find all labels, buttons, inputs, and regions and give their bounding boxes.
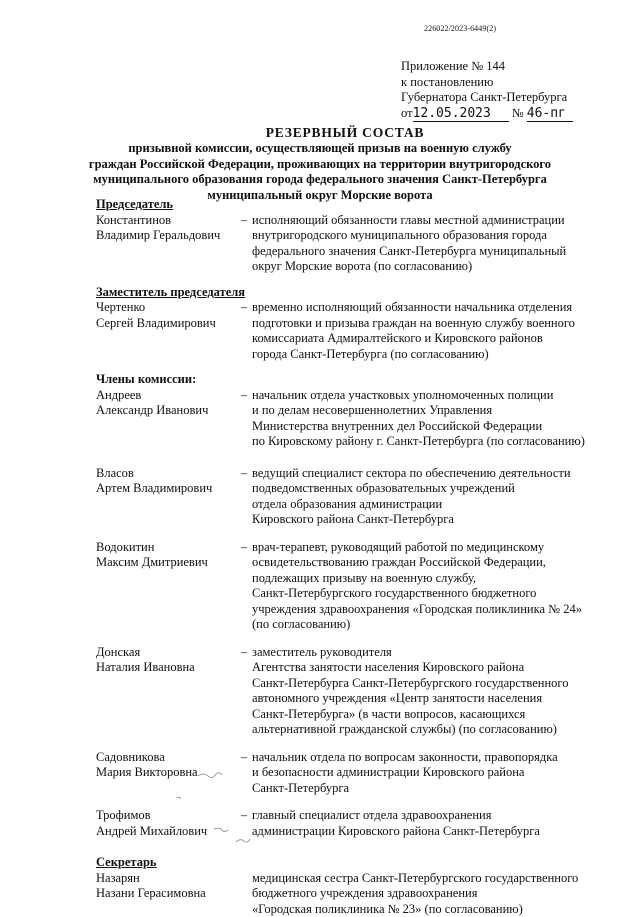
position-line: администрации Кировского района Санкт-Петербурга: [252, 824, 616, 840]
given-names: Артем Владимирович: [96, 481, 236, 497]
position-line: и безопасности администрации Кировского района: [252, 765, 616, 781]
position-line: Санкт-Петербурга: [252, 781, 616, 797]
position-line: подготовки и призыва граждан на военную службу военного: [252, 316, 616, 332]
position-line: медицинская сестра Санкт-Петербургского государственного: [252, 871, 616, 887]
position-line: заместитель руководителя: [252, 645, 616, 661]
section-heading-chair: Председатель: [96, 197, 616, 213]
given-names: Наталия Ивановна: [96, 660, 236, 676]
position-line: начальник отдела по вопросам законности, правопорядка: [252, 750, 616, 766]
title-line: муниципального образования города федерального значения Санкт-Петербурга: [0, 172, 640, 188]
position-line: подлежащих призыву на военную службу,: [252, 571, 616, 587]
title-line: призывной комиссии, осуществляющей призыв на военную службу: [0, 141, 640, 157]
surname: Константинов: [96, 213, 236, 229]
position-line: отдела образования администрации: [252, 497, 616, 513]
position-line: Кировского района Санкт-Петербурга: [252, 512, 616, 528]
title-line: муниципальный округ Морские ворота: [0, 188, 640, 204]
position-line: начальник отдела участковых уполномоченных полиции: [252, 388, 616, 404]
title-main: РЕЗЕРВНЫЙ СОСТАВ: [50, 124, 640, 141]
decree-date: 12.05.2023: [413, 106, 509, 123]
position-line: Санкт-Петербургского государственного бюджетного: [252, 586, 616, 602]
position-line: «Городская поликлиника № 23» (по согласованию): [252, 902, 616, 917]
position-line: по Кировскому району г. Санкт-Петербурга (по согласованию): [252, 434, 616, 450]
appendix-line: Губернатора Санкт-Петербурга: [401, 90, 573, 106]
position-line: округ Морские ворота (по согласованию): [252, 259, 616, 275]
section-heading-secretary: Секретарь: [96, 855, 616, 871]
surname: Назарян: [96, 871, 252, 887]
position-line: (по согласованию): [252, 617, 616, 633]
position-line: Санкт-Петербурга Санкт-Петербургского государственного: [252, 676, 616, 692]
dash: –: [236, 300, 252, 362]
dash: –: [236, 388, 252, 450]
appendix-line: Приложение № 144: [401, 59, 573, 75]
given-names: Александр Иванович: [96, 403, 236, 419]
surname: Чертенко: [96, 300, 236, 316]
position-line: федерального значения Санкт-Петербурга муниципальный: [252, 244, 616, 260]
dash: –: [236, 645, 252, 738]
position-line: Санкт-Петербурга» (в части вопросов, касающихся: [252, 707, 616, 723]
given-names: Андрей Михайлович: [96, 824, 236, 840]
surname: Власов: [96, 466, 236, 482]
given-names: Назани Герасимовна: [96, 886, 252, 902]
position-line: ведущий специалист сектора по обеспечению деятельности: [252, 466, 616, 482]
position-line: и по делам несовершеннолетних Управления: [252, 403, 616, 419]
position-line: комиссариата Адмиралтейского и Кировского районов: [252, 331, 616, 347]
title-line: граждан Российской Федерации, проживающих на территории внутригородского: [0, 157, 640, 173]
position-line: бюджетного учреждения здравоохранения: [252, 886, 616, 902]
registration-number: 226022/2023-6449(2): [424, 24, 496, 33]
decree-number: 46-пг: [527, 106, 573, 123]
surname: Донская: [96, 645, 236, 661]
dash: –: [236, 540, 252, 633]
section-heading-members: Члены комиссии:: [96, 372, 616, 388]
surname: Водокитин: [96, 540, 236, 556]
surname: Андреев: [96, 388, 236, 404]
position-line: города Санкт-Петербурга (по согласованию): [252, 347, 616, 363]
given-names: Мария Викторовна: [96, 765, 236, 781]
position-line: автономного учреждения «Центр занятости населения: [252, 691, 616, 707]
position-line: главный специалист отдела здравоохранения: [252, 808, 616, 824]
dash: –: [236, 808, 252, 839]
position-line: Министерства внутренних дел Российской Федерации: [252, 419, 616, 435]
position-line: внутригородского муниципального образования города: [252, 228, 616, 244]
appendix-line: к постановлению: [401, 75, 573, 91]
dash: –: [236, 750, 252, 797]
surname: Трофимов: [96, 808, 236, 824]
given-names: Максим Дмитриевич: [96, 555, 236, 571]
dash: –: [236, 466, 252, 528]
position-line: исполняющий обязанности главы местной администрации: [252, 213, 616, 229]
dash: –: [236, 213, 252, 275]
position-line: учреждения здравоохранения «Городская поликлиника № 24»: [252, 602, 616, 618]
position-line: подведомственных образовательных учреждений: [252, 481, 616, 497]
position-line: альтернативной гражданской службы) (по согласованию): [252, 722, 616, 738]
position-line: Агентства занятости населения Кировского района: [252, 660, 616, 676]
date-prefix: от: [401, 106, 413, 120]
number-prefix: №: [512, 106, 524, 120]
given-names: Сергей Владимирович: [96, 316, 236, 332]
position-line: освидетельствованию граждан Российской Федерации,: [252, 555, 616, 571]
surname: Садовникова: [96, 750, 236, 766]
section-heading-deputy: Заместитель председателя: [96, 285, 616, 301]
position-line: временно исполняющий обязанности начальника отделения: [252, 300, 616, 316]
given-names: Владимир Геральдович: [96, 228, 236, 244]
position-line: врач-терапевт, руководящий работой по медицинскому: [252, 540, 616, 556]
